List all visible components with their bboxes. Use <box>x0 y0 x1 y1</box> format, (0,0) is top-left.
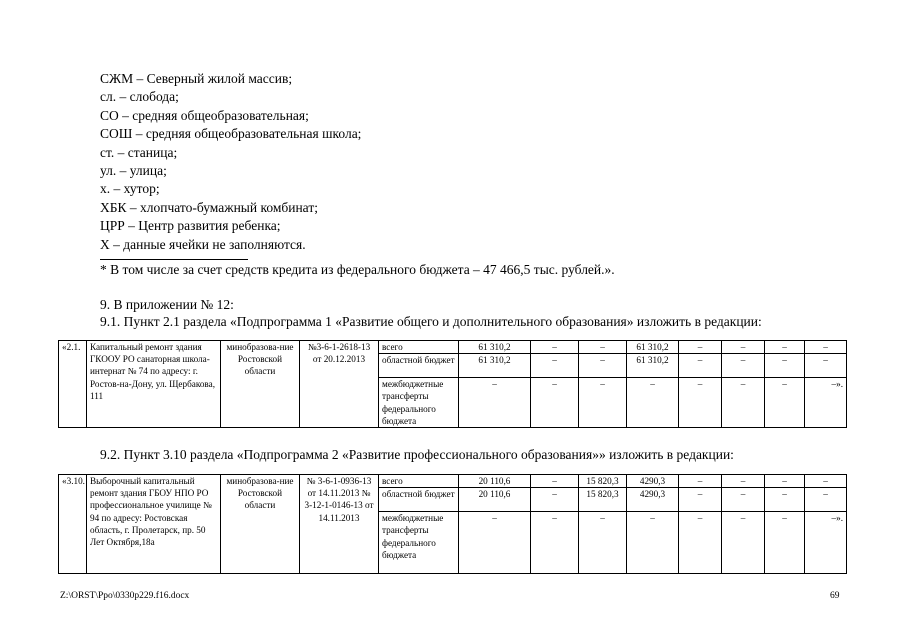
table-cell: – <box>679 475 722 488</box>
funding-source-label: областной бюджет <box>379 354 459 378</box>
abbreviation-item: ХБК – хлопчато-бумажный комбинат; <box>100 199 318 215</box>
object-name: Выборочный капитальный ремонт здания ГБОУ НПО РО профессиональное училище № 94 по адресу: Ростовская область, г. Пролетарск, пр. 50 Лет Октября,18а <box>87 475 221 574</box>
object-name: Капитальный ремонт здания ГКООУ РО санаторная школа-интернат № 74 по адресу: г. Ростов-на-Дону, ул. Щербакова, 111 <box>87 341 221 428</box>
table-cell: – <box>627 512 679 574</box>
funding-source-label: межбюджетные трансферты федерального бюджета <box>379 512 459 574</box>
section-item-heading: 9.2. Пункт 3.10 раздела «Подпрограмма 2 «Развитие профессионального образования»» изложить в редакции: <box>100 447 734 462</box>
table-cell: 61 310,2 <box>627 341 679 354</box>
abbreviation-item: СОШ – средняя общеобразовательная школа; <box>100 126 362 142</box>
item-number: «2.1. <box>59 341 87 428</box>
table-cell: 61 310,2 <box>459 354 531 378</box>
table-cell: – <box>579 354 627 378</box>
table-cell: – <box>805 354 847 378</box>
table-cell: – <box>679 341 722 354</box>
table-cell: – <box>805 488 847 512</box>
table-cell: –». <box>805 378 847 428</box>
document-reference: №3-6-1-2618-13 от 20.12.2013 <box>300 341 379 428</box>
table-cell: 4290,3 <box>627 488 679 512</box>
footnote-separator <box>100 259 248 260</box>
section-heading: 9. В приложении № 12: <box>100 297 234 312</box>
table-cell: – <box>765 512 805 574</box>
table-cell: – <box>459 378 531 428</box>
table-cell: – <box>805 475 847 488</box>
table-cell: – <box>765 488 805 512</box>
abbreviation-item: Х – данные ячейки не заполняются. <box>100 236 306 252</box>
table-cell: – <box>531 488 579 512</box>
table-cell: –». <box>805 512 847 574</box>
table-cell: – <box>722 341 765 354</box>
abbreviation-item: сл. – слобода; <box>100 89 179 105</box>
page-number: 69 <box>830 591 840 601</box>
table-cell: 61 310,2 <box>627 354 679 378</box>
table-cell: 15 820,3 <box>579 488 627 512</box>
agency: минобразова-ние Ростовской области <box>221 341 300 428</box>
table-cell: – <box>722 354 765 378</box>
section-item-heading: 9.1. Пункт 2.1 раздела «Подпрограмма 1 «Развитие общего и дополнительного образования» изложить в редакции: <box>100 314 762 329</box>
abbreviation-list <box>100 70 361 254</box>
table-cell: 4290,3 <box>627 475 679 488</box>
funding-source-label: областной бюджет <box>379 488 459 512</box>
table-cell: – <box>722 378 765 428</box>
item-number: «3.10. <box>59 475 87 574</box>
abbreviation-item: СО – средняя общеобразовательная; <box>100 107 309 123</box>
program-table <box>58 474 847 574</box>
funding-source-label: межбюджетные трансферты федерального бюджета <box>379 378 459 428</box>
table-cell: – <box>679 354 722 378</box>
agency: минобразова-ние Ростовской области <box>221 475 300 574</box>
abbreviation-item: х. – хутор; <box>100 181 160 197</box>
table-cell: – <box>765 354 805 378</box>
abbreviation-item: ЦРР – Центр развития ребенка; <box>100 218 281 234</box>
abbreviation-item: ст. – станица; <box>100 144 178 160</box>
table-cell: – <box>805 341 847 354</box>
table-cell: – <box>722 488 765 512</box>
table-cell: – <box>579 341 627 354</box>
table-cell: 61 310,2 <box>459 341 531 354</box>
table-cell: – <box>579 512 627 574</box>
table-cell: 15 820,3 <box>579 475 627 488</box>
file-path: Z:\ORST\Ppo\0330p229.f16.docx <box>60 591 190 601</box>
table-cell: – <box>531 354 579 378</box>
table-cell: – <box>627 378 679 428</box>
table-cell: – <box>679 378 722 428</box>
table-cell: – <box>765 378 805 428</box>
table-cell: – <box>722 475 765 488</box>
table-cell: – <box>531 512 579 574</box>
table-cell: – <box>459 512 531 574</box>
table-cell: – <box>765 341 805 354</box>
funding-source-label: всего <box>379 341 459 354</box>
abbreviation-item: СЖМ – Северный жилой массив; <box>100 71 293 86</box>
funding-source-label: всего <box>379 475 459 488</box>
table-cell: – <box>679 512 722 574</box>
table-cell: – <box>722 512 765 574</box>
table-cell: 20 110,6 <box>459 488 531 512</box>
footnote: * В том числе за счет средств кредита из федерального бюджета – 47 466,5 тыс. рублей.». <box>100 262 615 277</box>
program-table <box>58 340 847 428</box>
table-cell: – <box>765 475 805 488</box>
table-cell: 20 110,6 <box>459 475 531 488</box>
table-cell: – <box>579 378 627 428</box>
abbreviation-item: ул. – улица; <box>100 163 167 179</box>
table-cell: – <box>531 475 579 488</box>
document-reference: № 3-6-1-0936-13 от 14.11.2013 № 3-12-1-0146-13 от 14.11.2013 <box>300 475 379 574</box>
table-cell: – <box>679 488 722 512</box>
table-cell: – <box>531 341 579 354</box>
table-cell: – <box>531 378 579 428</box>
